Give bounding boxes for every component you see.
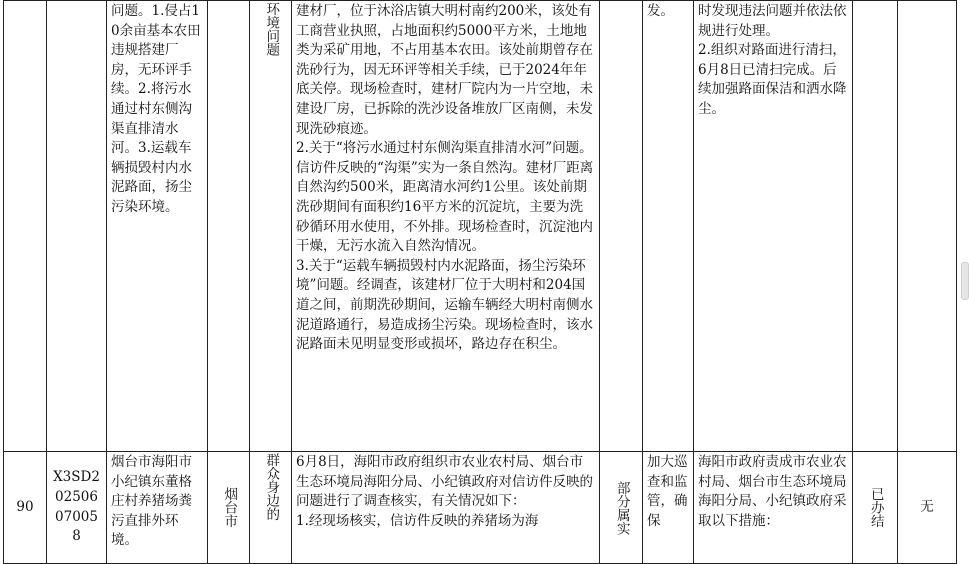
handling-cell: 加大巡查和监管，确保 <box>643 452 694 564</box>
location-text: 烟台市 <box>221 487 238 528</box>
result-cell: 建材厂，位于沐浴店镇大明村南约200米，该处有工商营业执照，占地面积约5000平方米，土地地类为采矿用地，不占用基本农田。该处前期曾存在洗砂行为，因无环评等相关手续，已于2024年年底关停。现场检查时，建材厂院内为一片空地，未建设厂房，已拆除的洗沙设备堆放厂区南侧，未发现洗砂痕迹。 2.关于“将污水通过村东侧沟渠直排清水河”问题。信访件反映的“沟渠”实为一条自然沟。建材厂距离自然沟约500米，距离清水河约1公里。该处前期洗砂期间有面积约16平方米的沉淀坑，主要为洗砂循环用水使用，不外排。现场检查时，沉淀池内干燥，无污水流入自然沟情况。 3.关于“运载车辆损毁村内水泥路面，扬尘污染环境”问题。经调查，该建材厂位于大明村和204国道之间，前期洗砂期间，运输车辆经大明村南侧水泥道路通行，易造成扬尘污染。现场检查时，该水泥路面未见明显变形或损坏，路边存在积尘。 <box>292 1 600 452</box>
status-text: 已办结 <box>867 487 884 528</box>
verdict-text: 部分属实 <box>613 480 630 535</box>
case-id-cell <box>47 1 107 452</box>
status-cell <box>853 452 898 564</box>
content-cell: 烟台市海阳市小纪镇东董格庄村养猪场粪污直排外环境。 <box>107 452 208 564</box>
verdict-cell <box>600 452 643 564</box>
index-cell: 90 <box>4 452 47 564</box>
content-cell: 问题。1.侵占10余亩基本农田违规搭建厂房，无环评手续。2.将污水通过村东侧沟渠直排清水河。3.运载车辆损毁村内水泥路面，扬尘污染环境。 <box>107 1 208 452</box>
case-id-cell: X3SD202506070058 <box>47 452 107 564</box>
location-cell <box>208 1 250 452</box>
handling-cell: 发。 <box>643 1 694 452</box>
petition-table <box>3 0 957 564</box>
measures-cell: 海阳市政府责成市农业农村局、烟台市生态环境局海阳分局、小纪镇政府采取以下措施： <box>694 452 853 564</box>
result-cell: 6月8日，海阳市政府组织市农业农村局、烟台市生态环境局海阳分局、小纪镇政府对信访件反映的问题进行了调查核实，有关情况如下： 1.经现场核实，信访件反映的养猪场为海 <box>292 452 600 564</box>
table-row <box>4 1 957 452</box>
accountability-cell: 无 <box>898 452 957 564</box>
category-cell <box>250 452 292 564</box>
scrollbar-thumb[interactable] <box>961 262 969 300</box>
status-cell <box>853 1 898 452</box>
category-text: 环境问题 <box>263 2 280 56</box>
index-cell <box>4 1 47 452</box>
accountability-cell <box>898 1 957 452</box>
category-text: 群众身边的 <box>263 453 280 521</box>
category-cell <box>250 1 292 452</box>
location-cell <box>208 452 250 564</box>
measures-cell: 时发现违法问题并依法依规进行处理。 2.组织对路面进行清扫，6月8日已清扫完成。后续加强路面保洁和洒水降尘。 <box>694 1 853 452</box>
verdict-cell <box>600 1 643 452</box>
table-row <box>4 452 957 564</box>
